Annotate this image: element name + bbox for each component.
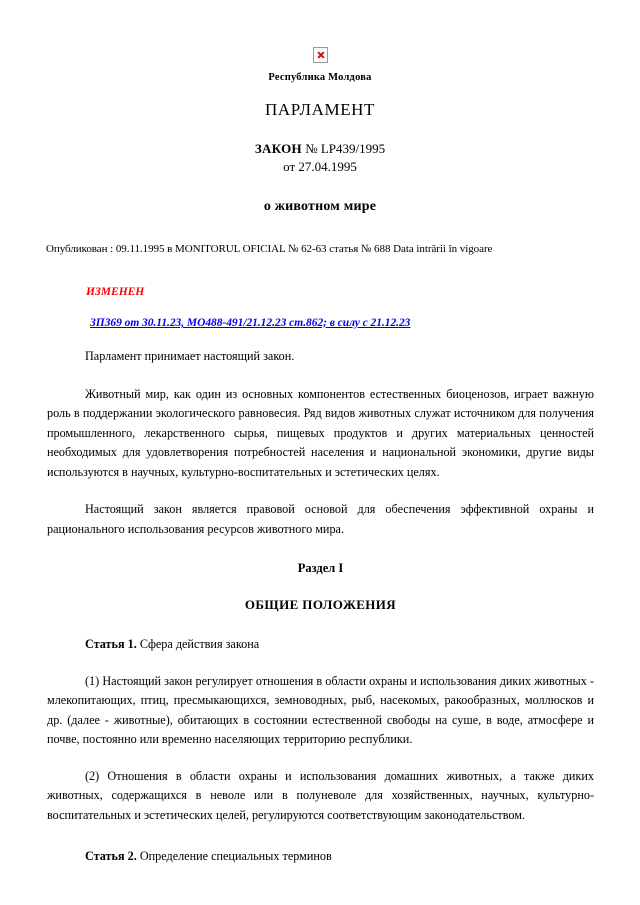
country-heading: Республика Молдова: [268, 72, 372, 83]
amendment-status-badge: ИЗМЕНЕН: [86, 286, 145, 298]
section-title: ОБЩИЕ ПОЛОЖЕНИЯ: [244, 597, 397, 612]
article-1-paragraph-2: (2) Отношения в области охраны и использования домашних животных, а также диких животных, содержащихся в неволе или в полуневоле для хозяйственных, научных, культурно-воспитательных и эстетических целей, регулируются соответствующим законодательством.: [47, 768, 594, 822]
document-title: о животном мире: [263, 199, 377, 214]
publication-info: Опубликован : 09.11.1995 в MONITORUL OFICIAL № 62-63 статья № 688 Data intrării în vigoare: [46, 243, 493, 255]
article-1-title: Сфера действия закона: [139, 637, 260, 651]
section-number: Раздел I: [297, 561, 344, 575]
article-2-label: Статья 2.: [85, 849, 137, 863]
broken-image-icon: [313, 47, 328, 63]
paragraph-1: Животный мир, как один из основных компонентов естественных биоценозов, играет важную роль в поддержании экологического равновесия. Ряд видов животных служат источником для получения промышленного, лекарственного сырья, пищевых продуктов и других материальных ценностей необходимых для удовлетворения потребностей населения и национальной экономики, другие виды используются в научных, культурно-воспитательных и эстетических целях.: [47, 386, 594, 479]
header-image-row: [0, 0, 640, 66]
article-1-heading: [47, 635, 594, 655]
intro-paragraph: Парламент принимает настоящий закон.: [85, 349, 295, 363]
article-2-title: Определение специальных терминов: [139, 849, 332, 863]
institution-heading: ПАРЛАМЕНТ: [264, 100, 376, 119]
law-number: № LP439/1995: [305, 141, 386, 156]
article-1-paragraph-1: (1) Настоящий закон регулирует отношения в области охраны и использования диких животных - млекопитающих, птиц, пресмыкающихся, земноводных, рыб, насекомых, ракообразных, моллюсков и др. (далее - животные), обитающих в состоянии естественной свободы на суше, в воде, атмосфере и почве, постоянно или временно населяющих территорию республики.: [47, 673, 594, 746]
article-2-heading: [47, 847, 594, 867]
law-number-line: [0, 141, 640, 157]
amendment-link[interactable]: ЗП369 от 30.11.23, МО488-491/21.12.23 ст.862; в силу с 21.12.23: [90, 317, 411, 329]
article-1-label: Статья 1.: [85, 637, 137, 651]
document-body: [0, 347, 640, 867]
paragraph-2: Настоящий закон является правовой основой для обеспечения эффективной охраны и рационального использования ресурсов животного мира.: [47, 502, 594, 536]
law-label: ЗАКОН: [254, 141, 302, 156]
law-date: от 27.04.1995: [283, 159, 357, 174]
